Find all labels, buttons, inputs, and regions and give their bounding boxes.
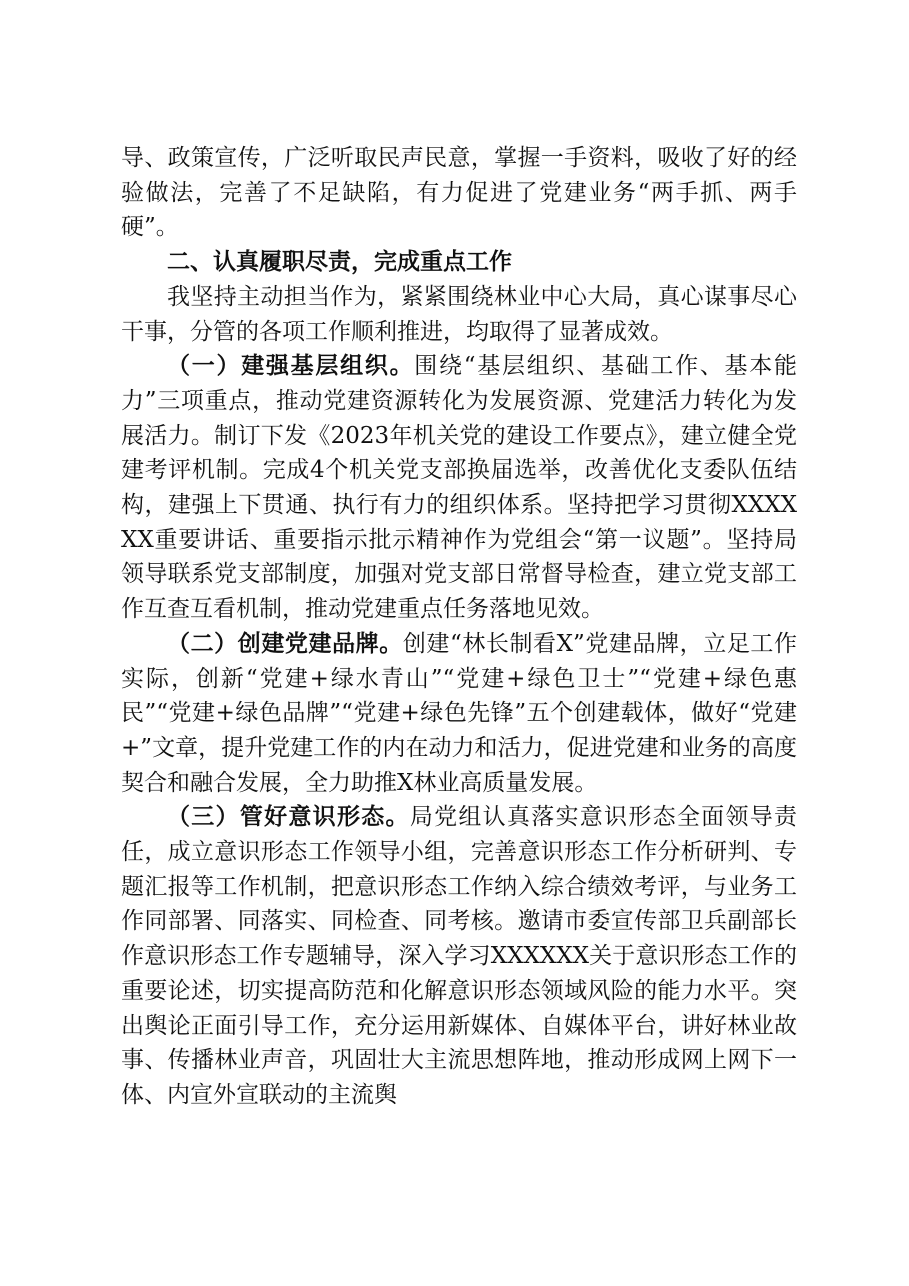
subsection-2-lead: （二）创建党建品牌。 [167,630,403,657]
subsection-1-lead: （一）建强基层组织。 [167,353,415,380]
subsection-2 [121,627,797,801]
subsection-2-text: 创建“林长制看X”党建品牌，立足工作实际，创新“党建+绿水青山”“党建+绿色卫士”“党建+绿色惠民”“党建+绿色品牌”“党建+绿色先锋”五个创建载体，做好“党建+”文章，提升党建工作的内在动力和活力，促进党建和业务的高度契合和融合发展，全力助推X林业高质量发展。 [121,630,798,796]
subsection-1-text: 围绕“基层组织、基础工作、基本能力”三项重点，推动党建资源转化为发展资源、党建活力转化为发展活力。制订下发《2023年机关党的建设工作要点》，建立健全党建考评机制。完成4个机关党支部换届选举，改善优化支委队伍结构，建强上下贯通、执行有力的组织体系。坚持把学习贯彻XXXXXX重要讲话、重要指示批示精神作为党组会“第一议题”。坚持局领导联系党支部制度，加强对党支部日常督导检查，建立党支部工作互查互看机制，推动党建重点任务落地见效。 [121,353,797,623]
document-body [121,141,797,1113]
paragraph-continued: 导、政策宣传，广泛听取民声民意，掌握一手资料，吸收了好的经验做法，完善了不足缺陷，有力促进了党建业务“两手抓、两手硬”。 [121,145,797,241]
section-heading-2: 二、认真履职尽责，完成重点工作 [167,249,512,276]
subsection-3-text: 局党组认真落实意识形态全面领导责任，成立意识形态工作领导小组，完善意识形态工作分析研判、专题汇报等工作机制，把意识形态工作纳入综合绩效考评，与业务工作同部署、同落实、同检查、同考核。邀请市委宣传部卫兵副部长作意识形态工作专题辅导，深入学习XXXXXX关于意识形态工作的重要论述，切实提高防范和化解意识形态领域风险的能力水平。突出舆论正面引导工作，充分运用新媒体、自媒体平台，讲好林业故事、传播林业声音，巩固壮大主流思想阵地，推动形成网上网下一体、内宣外宣联动的主流舆 [121,804,798,1108]
subsection-3 [121,800,797,1112]
subsection-3-lead: （三）管好意识形态。 [167,804,410,831]
paragraph-intro: 我坚持主动担当作为，紧紧围绕林业中心大局，真心谋事尽心干事，分管的各项工作顺利推进，均取得了显著成效。 [121,283,797,345]
subsection-1 [121,349,797,627]
